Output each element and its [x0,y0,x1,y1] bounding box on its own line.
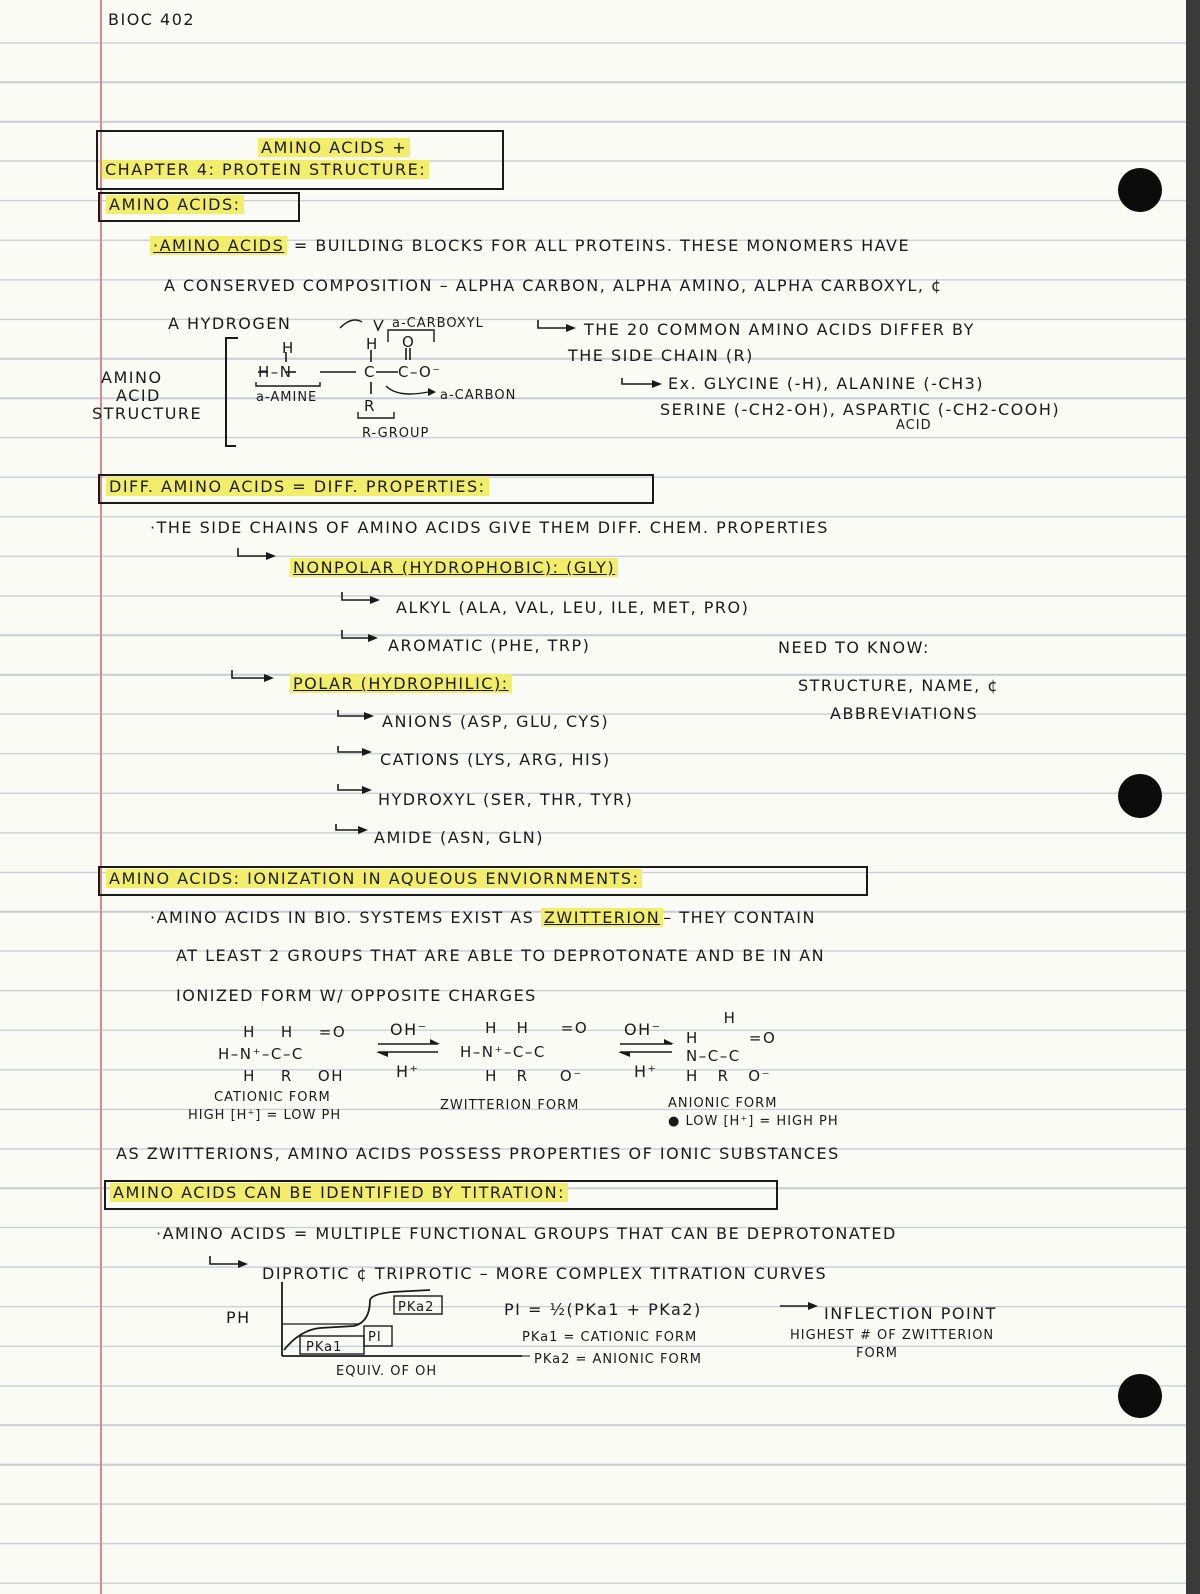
side-note: STRUCTURE, NAME, ¢ [798,676,999,695]
section-heading: AMINO ACIDS: [106,195,244,215]
atom: C [364,363,376,381]
atom: H [282,339,295,357]
subcategory: AMIDE (ASN, GLN) [374,828,544,847]
side-note: NEED TO KNOW: [778,638,930,657]
bullet-line: AT LEAST 2 GROUPS THAT ARE ABLE TO DEPROTONATE AND BE IN AN [176,946,826,965]
pka2-label: PKa2 [398,1300,435,1315]
course-code: BIOC 402 [108,10,196,29]
highest-note: FORM [856,1346,898,1361]
note-line: Ex. GLYCINE (-H), ALANINE (-CH3) [668,374,985,393]
anionic-molecule: H [686,1009,737,1027]
category-polar: POLAR (HYDROPHILIC): [290,674,512,694]
subcategory: AROMATIC (PHE, TRP) [388,636,591,655]
subcategory: ANIONS (ASP, GLU, CYS) [382,712,610,731]
section-heading: AMINO ACIDS CAN BE IDENTIFIED BY TITRATION: [110,1183,568,1203]
structure-label: STRUCTURE [92,404,203,423]
cationic-molecule: H R OH [218,1067,345,1085]
bullet-line: ·AMINO ACIDS = MULTIPLE FUNCTIONAL GROUPS THAT CAN BE DEPROTONATED [156,1224,897,1243]
anionic-molecule: H R O⁻ [686,1067,772,1085]
side-note: ABBREVIATIONS [830,704,979,723]
anionic-molecule: N–C–C [686,1047,741,1065]
form-label: CATIONIC FORM [214,1090,331,1105]
form-label: ZWITTERION FORM [440,1098,580,1113]
chapter-title-line1: AMINO ACIDS + [258,138,410,158]
chapter-title-line2: CHAPTER 4: PROTEIN STRUCTURE: [102,160,429,180]
note-line: ACID [896,418,932,433]
reagent-label: H⁺ [396,1062,420,1081]
bullet-line: DIPROTIC ¢ TRIPROTIC – MORE COMPLEX TITRATION CURVES [262,1264,828,1283]
inflection-label: INFLECTION POINT [824,1304,997,1323]
atom: H [366,335,379,353]
zwitterion-molecule: H R O⁻ [460,1067,583,1085]
bullet-line: IONIZED FORM W/ OPPOSITE CHARGES [176,986,537,1005]
form-sublabel: HIGH [H⁺] = LOW PH [188,1108,342,1123]
note-line: SERINE (-CH2-OH), ASPARTIC (-CH2-COOH) [660,400,1061,419]
cationic-molecule: H–N⁺–C–C [218,1045,304,1063]
carboxyl-label: a-CARBOXYL [392,316,484,331]
subcategory: ALKYL (ALA, VAL, LEU, ILE, MET, PRO) [396,598,750,617]
pi-label: PI [368,1330,382,1345]
cationic-molecule: H H =O [218,1023,347,1041]
atom: R [364,397,376,415]
bullet-line: A CONSERVED COMPOSITION – ALPHA CARBON, ALPHA AMINO, ALPHA CARBOXYL, ¢ [164,276,943,295]
pi-formula: PI = ½(PKa1 + PKa2) [504,1300,702,1319]
subcategory: CATIONS (LYS, ARG, HIS) [380,750,611,769]
x-axis-label: EQUIV. OF OH [336,1364,438,1379]
pka1-desc: PKa1 = CATIONIC FORM [522,1330,698,1345]
form-label: ANIONIC FORM [668,1096,778,1111]
bullet-line: ·AMINO ACIDS = BUILDING BLOCKS FOR ALL PROTEINS. THESE MONOMERS HAVE [150,236,910,256]
highest-note: HIGHEST # OF ZWITTERION [790,1328,995,1343]
ph-axis-label: PH [226,1308,251,1327]
category-nonpolar: NONPOLAR (HYDROPHOBIC): (GLY) [290,558,618,578]
reagent-label: H⁺ [634,1062,658,1081]
bullet-line: ·THE SIDE CHAINS OF AMINO ACIDS GIVE THEM DIFF. CHEM. PROPERTIES [150,518,829,537]
summary-line: AS ZWITTERIONS, AMINO ACIDS POSSESS PROPERTIES OF IONIC SUBSTANCES [116,1144,840,1163]
section-heading: AMINO ACIDS: IONIZATION IN AQUEOUS ENVIORNMENTS: [106,869,642,889]
section-heading: DIFF. AMINO ACIDS = DIFF. PROPERTIES: [106,477,489,497]
atom-group: H–N [258,363,293,381]
amine-label: a-AMINE [256,390,318,405]
note-line: THE 20 COMMON AMINO ACIDS DIFFER BY [584,320,975,339]
zwitterion-molecule: H H =O [460,1019,589,1037]
carbon-label: a-CARBON [440,388,517,403]
anionic-molecule: H =O [686,1029,777,1047]
atom-group: C–O⁻ [398,363,442,381]
structure-label: ACID [116,386,161,405]
pka2-desc: PKa2 = ANIONIC FORM [534,1352,702,1367]
bullet-line: ·AMINO ACIDS IN BIO. SYSTEMS EXIST AS ZWITTERION – THEY CONTAIN [150,908,816,927]
pka1-label: PKa1 [306,1340,343,1355]
note-line: THE SIDE CHAIN (R) [568,346,754,365]
bullet-line: A HYDROGEN [168,314,292,333]
reagent-label: OH⁻ [624,1020,662,1039]
form-sublabel: ● LOW [H⁺] = HIGH PH [668,1114,839,1129]
subcategory: HYDROXYL (SER, THR, TYR) [378,790,634,809]
structure-label: AMINO [101,368,163,387]
atom: O [402,333,416,351]
reagent-label: OH⁻ [390,1020,428,1039]
rgroup-label: R-GROUP [362,426,430,441]
zwitterion-molecule: H–N⁺–C–C [460,1043,546,1061]
